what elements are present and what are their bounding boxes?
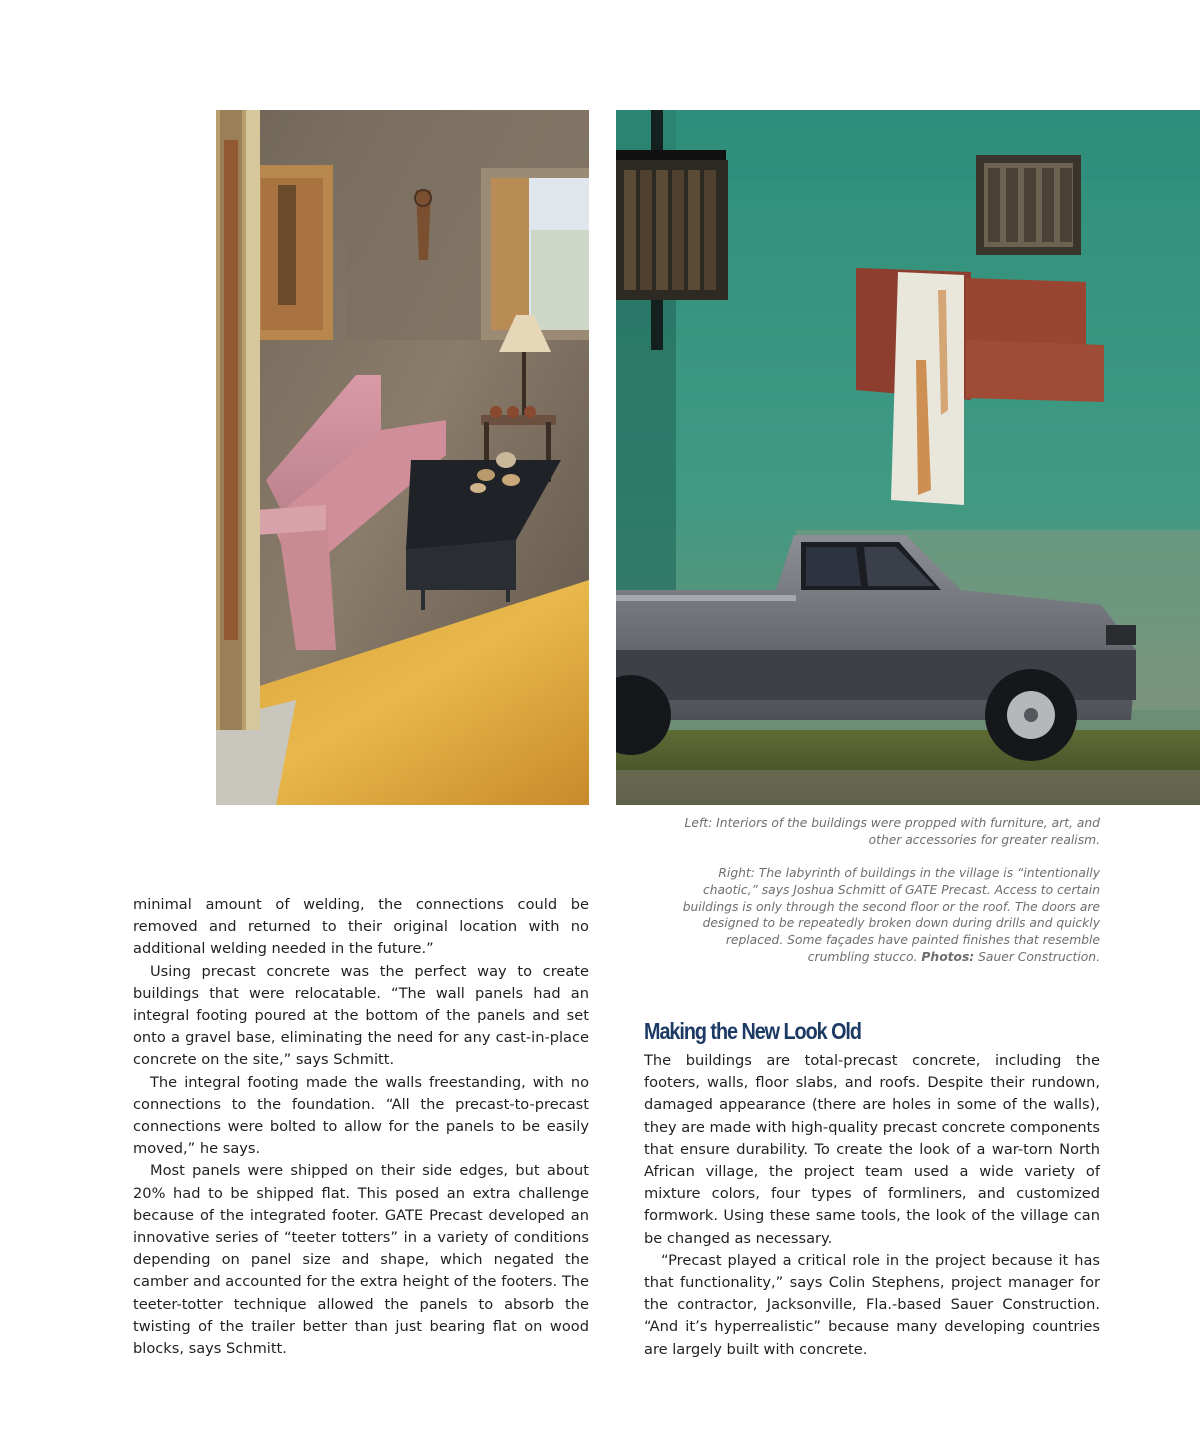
- body-paragraph: The buildings are total-precast concrete, including the footers, walls, floor slabs, and roofs. Despite their rundown, damaged appearance (there are holes in some of the walls), they are made with high-quality precast concrete components that ensure durability. To create the look of a war-torn North African village, the project team used a wide variety of mixture colors, four types of formliners, and customized formwork. Using these same tools, the look of the village can be changed as necessary.: [644, 1052, 1100, 1247]
- interior-room-photo: [216, 110, 589, 805]
- photos-credit: Sauer Construction.: [978, 949, 1100, 964]
- section-heading: Making the New Look Old: [644, 1018, 861, 1044]
- caption-right-text: Right: The labyrinth of buildings in the village is “intentionally chaotic,” says Joshua Schmitt of GATE Precast. Access to certain buildings is only through the second floor or the roof. The doors are designed to be repeatedly broken down during drills and quickly replaced. Some façades have painted finishes that resemble crumbling stucco.: [682, 866, 1100, 964]
- pickup-truck-wall-photo: [616, 110, 1200, 805]
- caption-left: Left: Interiors of the buildings were propped with furniture, art, and other accessories for greater realism.: [684, 816, 1100, 847]
- body-paragraph: Most panels were shipped on their side edges, but about 20% had to be shipped flat. This posed an extra challenge because of the integrated footer. GATE Precast developed an innovative series of “teeter totters” in a variety of conditions depending on panel size and shape, which negated the camber and accounted for the extra height of the footers. The teeter-totter technique allowed the panels to absorb the twisting of the trailer better than just bearing flat on wood blocks, says Schmitt.: [133, 1162, 589, 1358]
- body-paragraph: “Precast played a critical role in the project because it has that functionality,” says Colin Stephens, project manager for the contractor, Jacksonville, Fla.-based Sauer Construction. “And it’s hyperrealistic” because many developing countries are largely built with concrete.: [644, 1251, 1100, 1358]
- pickup-truck-wall-illustration: [616, 110, 1200, 805]
- body-paragraph: The integral footing made the walls freestanding, with no connections to the foundation. “All the precast-to-precast connections were bolted to allow for the panels to be easily moved,” he says.: [133, 1073, 589, 1158]
- body-paragraph: minimal amount of welding, the connections could be removed and returned to their original location with no additional welding needed in the future.”: [133, 896, 589, 958]
- left-column: [133, 894, 589, 1360]
- photos-label: Photos:: [921, 949, 975, 964]
- body-paragraph: Using precast concrete was the perfect way to create buildings that were relocatable. “The wall panels had an integral footing poured at the bottom of the panels and set onto a gravel base, eliminating the need for any cast-in-place concrete on the site,” says Schmitt.: [133, 962, 589, 1069]
- right-column: [644, 1050, 1100, 1361]
- interior-room-illustration: [216, 110, 589, 805]
- caption-right: [670, 865, 1100, 966]
